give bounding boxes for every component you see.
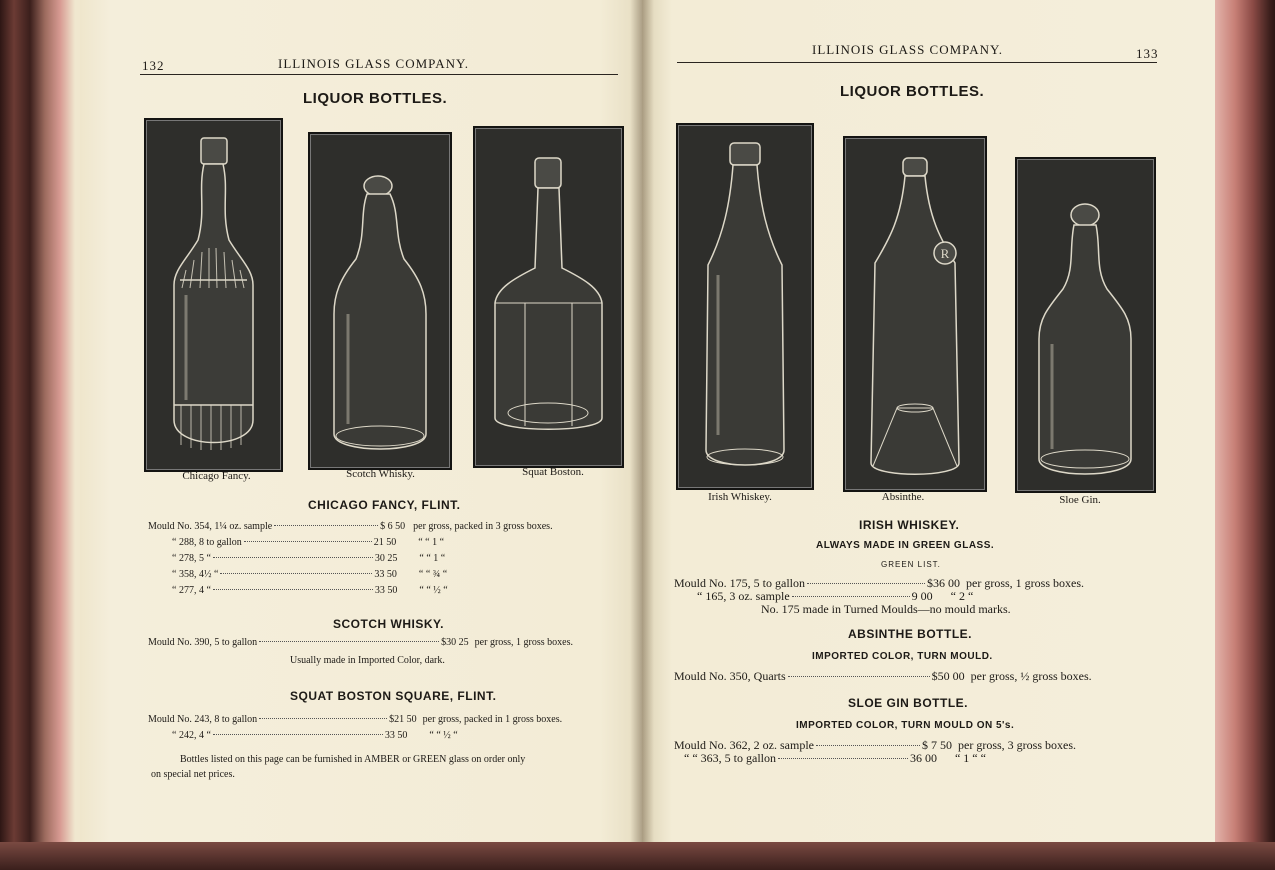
price-row: [148, 521, 553, 532]
sloe-gin-bottle-image: [1017, 159, 1154, 491]
absinthe-sub: IMPORTED COLOR, TURN MOULD.: [812, 651, 993, 662]
absinthe-heading: ABSINTHE BOTTLE.: [848, 627, 972, 641]
price-row: [172, 553, 445, 564]
absinthe-bottle-image: [845, 138, 985, 490]
row-tail: “ “ 1 “: [418, 537, 445, 548]
right-page-title: LIQUOR BOTTLES.: [840, 83, 985, 100]
squat-boston-heading: SQUAT BOSTON SQUARE, FLINT.: [290, 689, 497, 703]
leader-dots: [244, 541, 372, 542]
scotch-whisky-bottle-image: [310, 134, 450, 468]
footnote-line-2: on special net prices.: [151, 769, 235, 780]
book-cover-bottom: [0, 842, 1275, 870]
price-row: [674, 669, 1092, 684]
row-lead: “ 288, 8 to gallon: [172, 537, 242, 548]
row-tail: per gross, 1 gross boxes.: [474, 637, 573, 648]
row-tail: “ “ ½ “: [419, 585, 448, 596]
caption-irish-whiskey: Irish Whiskey.: [708, 491, 772, 503]
leader-dots: [807, 583, 925, 584]
price-row: [172, 569, 447, 580]
plate-chicago-fancy: [144, 118, 283, 472]
caption-absinthe: Absinthe.: [881, 491, 925, 503]
plate-scotch-whisky: [308, 132, 452, 470]
scotch-whisky-note: Usually made in Imported Color, dark.: [290, 655, 445, 666]
row-tail: per gross, 1 gross boxes.: [966, 576, 1084, 590]
leader-dots: [213, 734, 383, 735]
bottle-r-mark: R: [940, 246, 950, 261]
page-edges-right: [1215, 0, 1275, 870]
left-running-head: ILLINOIS GLASS COMPANY.: [278, 56, 469, 71]
price-row: [148, 637, 573, 648]
price-row: [148, 714, 562, 725]
row-tail: per gross, packed in 3 gross boxes.: [413, 521, 553, 532]
irish-whiskey-bottle-image: [678, 125, 812, 488]
row-price: $ 7 50: [922, 738, 952, 752]
plate-absinthe: [843, 136, 987, 492]
plate-sloe-gin: [1015, 157, 1156, 493]
caption-squat-boston: Squat Boston.: [522, 466, 584, 478]
row-tail: per gross, 3 gross boxes.: [958, 738, 1076, 752]
green-list-label: GREEN LIST.: [881, 560, 941, 569]
gutter-shadow: [630, 0, 654, 842]
row-lead: “ “ 363, 5 to gallon: [684, 751, 776, 765]
scotch-whisky-heading: SCOTCH WHISKY.: [333, 617, 445, 631]
row-tail: “ “ 1 “: [419, 553, 446, 564]
caption-sloe-gin: Sloe Gin.: [1059, 494, 1101, 506]
plate-irish-whiskey: [676, 123, 814, 490]
sloe-gin-heading: SLOE GIN BOTTLE.: [848, 696, 969, 710]
leader-dots: [220, 573, 372, 574]
chicago-fancy-bottle-image: [146, 120, 281, 470]
leader-dots: [213, 589, 373, 590]
row-price: 9 00: [911, 589, 933, 603]
row-price: $30 25: [441, 637, 469, 648]
row-price: $ 6 50: [380, 521, 406, 532]
irish-whiskey-sub: ALWAYS MADE IN GREEN GLASS.: [816, 540, 995, 551]
leader-dots: [792, 596, 910, 597]
row-price: 33 50: [374, 585, 398, 596]
row-tail: “ “ ½ “: [429, 730, 458, 741]
leader-dots: [788, 676, 930, 677]
right-header-rule: [677, 62, 1157, 63]
right-page-number: 133: [1136, 46, 1159, 61]
leader-dots: [274, 525, 378, 526]
row-price: 21 50: [373, 537, 397, 548]
left-header-rule: [140, 74, 618, 75]
row-tail: “ 1 “ “: [954, 751, 986, 765]
caption-chicago-fancy: Chicago Fancy.: [182, 470, 251, 482]
row-lead: “ 358, 4½ “: [172, 569, 219, 580]
row-price: 36 00: [909, 751, 937, 765]
left-page-title: LIQUOR BOTTLES.: [303, 90, 448, 107]
row-lead: “ 242, 4 “: [172, 730, 211, 741]
row-price: 33 50: [384, 730, 408, 741]
row-lead: Mould No. 390, 5 to gallon: [148, 637, 258, 648]
row-tail: per gross, ½ gross boxes.: [970, 669, 1092, 683]
irish-whiskey-heading: IRISH WHISKEY.: [859, 518, 960, 532]
row-lead: “ 165, 3 oz. sample: [697, 589, 790, 603]
row-lead: “ 277, 4 “: [172, 585, 211, 596]
chicago-fancy-heading: CHICAGO FANCY, FLINT.: [308, 498, 461, 512]
leader-dots: [213, 557, 373, 558]
leader-dots: [816, 745, 920, 746]
right-running-head: ILLINOIS GLASS COMPANY.: [812, 42, 1003, 57]
row-lead: Mould No. 243, 8 to gallon: [148, 714, 258, 725]
left-page-number: 132: [142, 58, 165, 73]
row-lead: Mould No. 175, 5 to gallon: [674, 576, 805, 590]
leader-dots: [778, 758, 908, 759]
plate-squat-boston: [473, 126, 624, 468]
sloe-gin-sub: IMPORTED COLOR, TURN MOULD ON 5's.: [796, 720, 1015, 731]
price-row: [172, 730, 458, 741]
row-lead: Mould No. 362, 2 oz. sample: [674, 738, 814, 752]
row-tail: per gross, packed in 1 gross boxes.: [422, 714, 563, 725]
squat-boston-bottle-image: [475, 128, 622, 466]
price-row: [172, 537, 444, 548]
price-row: [684, 751, 986, 766]
irish-whiskey-note: No. 175 made in Turned Moulds—no mould marks.: [761, 602, 1011, 616]
row-price: $21 50: [389, 714, 417, 725]
row-lead: Mould No. 350, Quarts: [674, 669, 786, 683]
caption-scotch-whisky: Scotch Whisky.: [346, 468, 415, 480]
leader-dots: [259, 641, 439, 642]
leader-dots: [259, 718, 387, 719]
row-price: 30 25: [374, 553, 398, 564]
row-lead: “ 278, 5 “: [172, 553, 211, 564]
row-price: 33 50: [374, 569, 397, 580]
price-row: [172, 585, 448, 596]
row-price: $36 00: [927, 576, 960, 590]
row-lead: Mould No. 354, 1¼ oz. sample: [148, 521, 273, 532]
row-tail: “ 2 “: [950, 589, 974, 603]
row-tail: “ “ ¾ “: [418, 569, 448, 580]
footnote-line-1: Bottles listed on this page can be furnished in AMBER or GREEN glass on order only: [180, 754, 526, 765]
row-price: $50 00: [931, 669, 965, 683]
